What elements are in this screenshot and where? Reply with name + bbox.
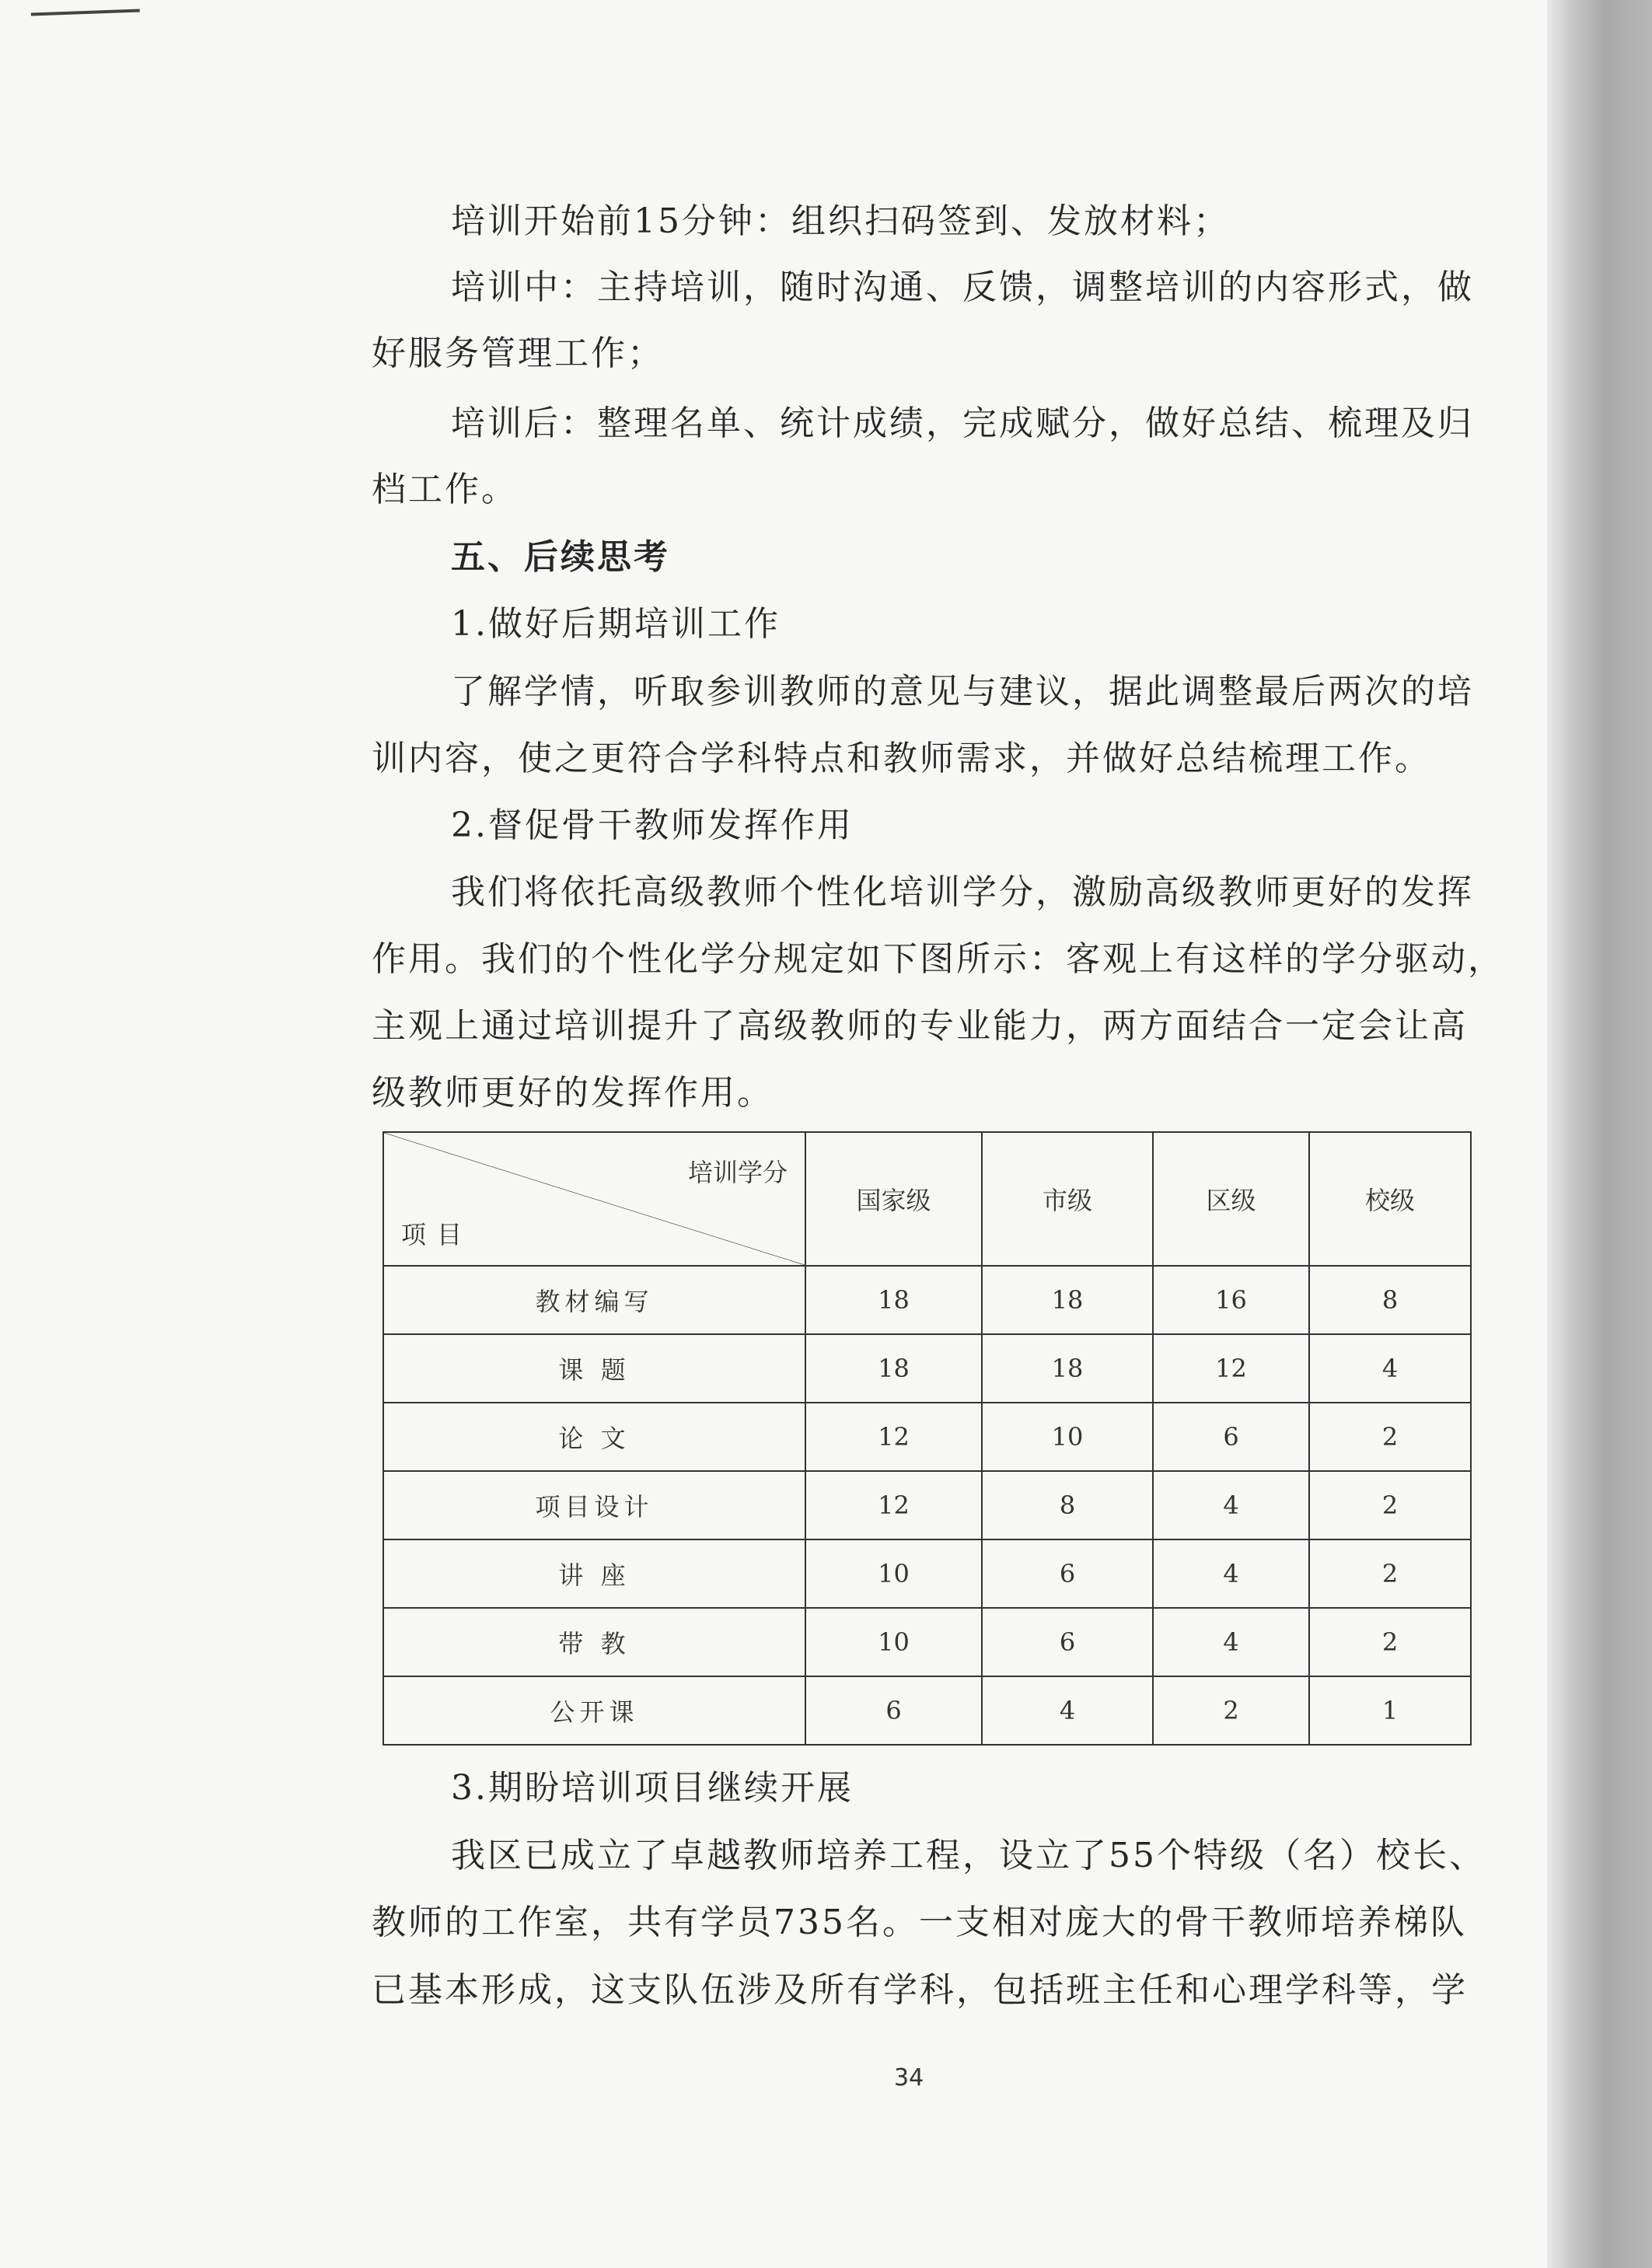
table-cell: 6 <box>982 1608 1153 1676</box>
paragraph-line: 作用。我们的个性化学分规定如下图所示：客观上有这样的学分驱动， <box>372 939 1504 979</box>
table-cell: 2 <box>1309 1608 1471 1676</box>
paragraph-line: 档工作。 <box>372 470 518 509</box>
paragraph-line: 了解学情，听取参训教师的意见与建议，据此调整最后两次的培 <box>451 672 1474 711</box>
table-cell: 4 <box>1153 1608 1309 1676</box>
corner-label-item: 项目 <box>401 1220 473 1249</box>
table-cell: 2 <box>1309 1539 1471 1608</box>
subsection-heading: 1.做好后期培训工作 <box>451 604 781 644</box>
row-label: 教材编写 <box>383 1266 805 1334</box>
table-cell: 18 <box>805 1266 982 1334</box>
table-cell: 4 <box>1153 1539 1309 1608</box>
table-cell: 8 <box>982 1471 1153 1539</box>
paragraph-line: 训内容，使之更符合学科特点和教师需求，并做好总结梳理工作。 <box>372 739 1431 778</box>
paragraph-line: 培训中：主持培训，随时沟通、反馈，调整培训的内容形式，做 <box>451 267 1474 307</box>
table-cell: 1 <box>1309 1676 1471 1745</box>
table-cell: 18 <box>982 1266 1153 1334</box>
table-cell: 16 <box>1153 1266 1309 1334</box>
column-header: 国家级 <box>805 1132 982 1266</box>
paragraph-line: 培训后：整理名单、统计成绩，完成赋分，做好总结、梳理及归 <box>451 404 1474 443</box>
table-row <box>383 1676 1471 1745</box>
table-cell: 10 <box>805 1608 982 1676</box>
section-heading: 五、后续思考 <box>451 537 670 577</box>
table-cell: 18 <box>982 1334 1153 1403</box>
column-header: 市级 <box>982 1132 1153 1266</box>
row-label: 带 教 <box>383 1608 805 1676</box>
row-label: 讲 座 <box>383 1539 805 1608</box>
table-cell: 4 <box>1309 1334 1471 1403</box>
table-row <box>383 1403 1471 1471</box>
table-corner-cell <box>383 1132 805 1266</box>
table-cell: 12 <box>805 1403 982 1471</box>
row-label: 公开课 <box>383 1676 805 1745</box>
table-cell: 10 <box>982 1403 1153 1471</box>
credits-table <box>382 1131 1472 1746</box>
row-label: 论 文 <box>383 1403 805 1471</box>
table-row <box>383 1539 1471 1608</box>
table-row <box>383 1334 1471 1403</box>
paragraph-line: 已基本形成，这支队伍涉及所有学科，包括班主任和心理学科等，学 <box>372 1970 1468 2010</box>
paragraph-line: 级教师更好的发挥作用。 <box>372 1073 774 1113</box>
table-cell: 2 <box>1309 1403 1471 1471</box>
paragraph-line: 主观上通过培训提升了高级教师的专业能力，两方面结合一定会让高 <box>372 1006 1468 1046</box>
column-header: 校级 <box>1309 1132 1471 1266</box>
table-cell: 12 <box>805 1471 982 1539</box>
corner-label-credits: 培训学分 <box>687 1158 788 1187</box>
page-number: 34 <box>894 2064 924 2092</box>
column-header: 区级 <box>1153 1132 1309 1266</box>
paragraph-line: 我区已成立了卓越教师培养工程，设立了55个特级（名）校长、 <box>451 1836 1486 1875</box>
subsection-heading: 2.督促骨干教师发挥作用 <box>451 806 854 845</box>
table-cell: 8 <box>1309 1266 1471 1334</box>
subsection-heading: 3.期盼培训项目继续开展 <box>451 1768 854 1808</box>
paragraph-line: 我们将依托高级教师个性化培训学分，激励高级教师更好的发挥 <box>451 872 1474 912</box>
row-label: 课 题 <box>383 1334 805 1403</box>
row-label: 项目设计 <box>383 1471 805 1539</box>
table-cell: 2 <box>1153 1676 1309 1745</box>
paragraph-line: 教师的工作室，共有学员735名。一支相对庞大的骨干教师培养梯队 <box>372 1903 1467 1942</box>
scan-shadow <box>1547 0 1652 2268</box>
table-cell: 6 <box>805 1676 982 1745</box>
table-cell: 2 <box>1309 1471 1471 1539</box>
table-cell: 6 <box>982 1539 1153 1608</box>
table-cell: 12 <box>1153 1334 1309 1403</box>
paragraph-line: 培训开始前15分钟：组织扫码签到、发放材料； <box>451 201 1230 241</box>
table-cell: 6 <box>1153 1403 1309 1471</box>
scan-mark <box>31 9 140 24</box>
table-cell: 4 <box>982 1676 1153 1745</box>
paragraph-line: 好服务管理工作； <box>372 334 664 373</box>
table-row <box>383 1608 1471 1676</box>
table-header-row <box>383 1132 1471 1266</box>
table-row <box>383 1471 1471 1539</box>
table-cell: 18 <box>805 1334 982 1403</box>
table-row <box>383 1266 1471 1334</box>
table-cell: 10 <box>805 1539 982 1608</box>
table-cell: 4 <box>1153 1471 1309 1539</box>
